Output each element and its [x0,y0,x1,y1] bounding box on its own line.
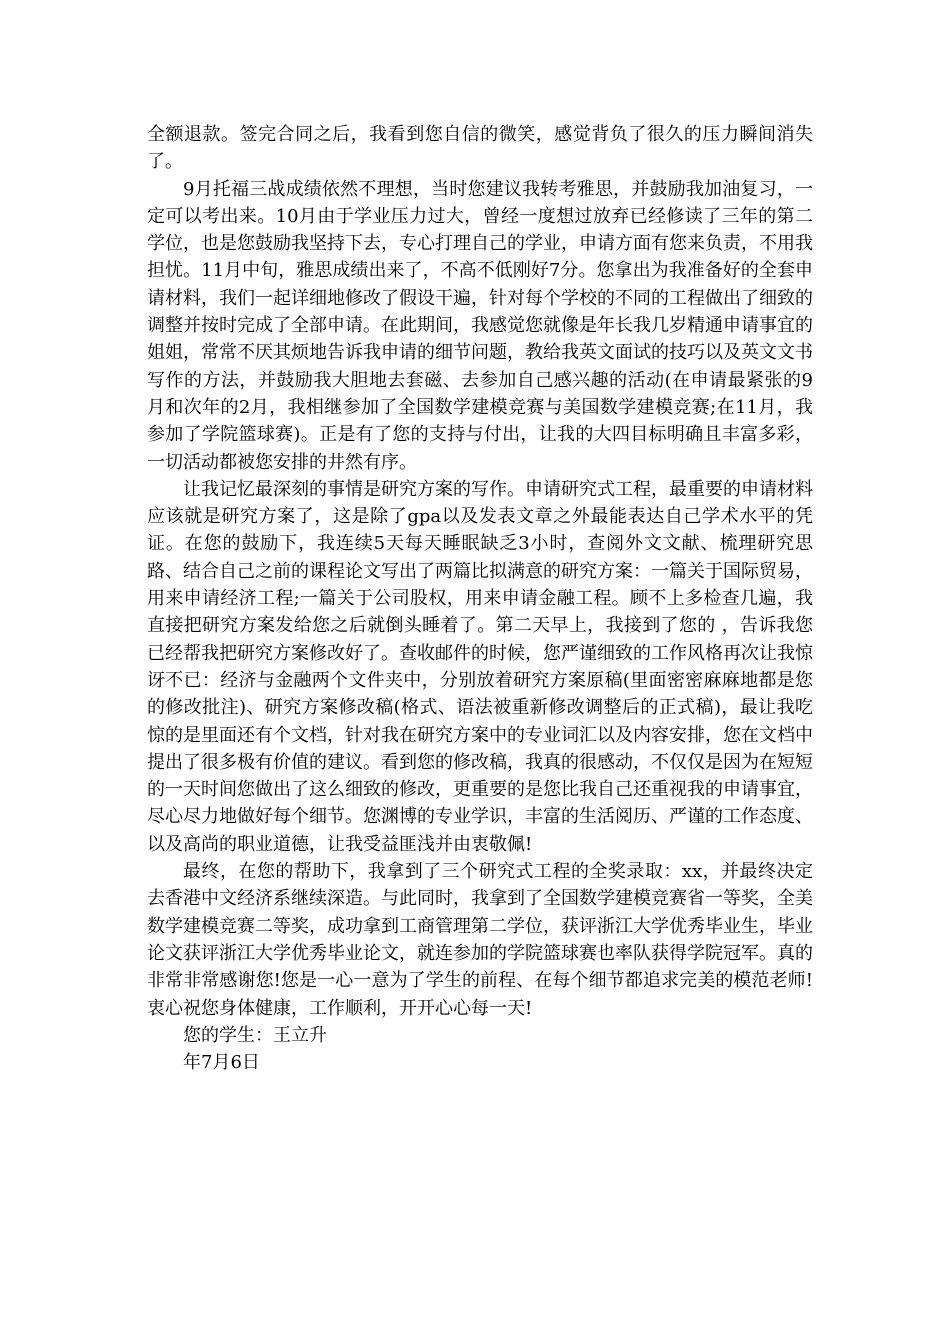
signature-line: 您的学生：王立升 [183,1024,327,1046]
date-line: 年7月6日 [183,1052,260,1074]
document-body [147,121,813,1076]
paragraph-application-process: 9月托福三战成绩依然不理想，当时您建议我转考雅思，并鼓励我加油复习，一定可以考出来。10月由于学业压力过大，曾经一度想过放弃已经修读了三年的第二学位，也是您鼓励我坚持下去，专心打理自己的学业，申请方面有您来负责，不用我担忧。11月中旬，雅思成绩出来了，不高不低刚好7分。您拿出为我准备好的全套申请材料，我们一起详细地修改了假设干遍，针对每个学校的不同的工程做出了细致的调整并按时完成了全部申请。在此期间，我感觉您就像是年长我几岁精通申请事宜的姐姐，常常不厌其烦地告诉我申请的细节问题，教给我英文面试的技巧以及英文文书写作的方法，并鼓励我大胆地去套磁、去参加自己感兴趣的活动(在申请最紧张的9月和次年的2月，我相继参加了全国数学建模竞赛与美国数学建模竞赛;在11月，我参加了学院篮球赛)。正是有了您的支持与付出，让我的大四目标明确且丰富多彩，一切活动都被您安排的井然有序。 [147,178,813,473]
paragraph-research-proposal: 让我记忆最深刻的事情是研究方案的写作。申请研究式工程，最重要的申请材料应该就是研究方案了，这是除了gpa以及发表文章之外最能表达自己学术水平的凭证。在您的鼓励下，我连续5天每天睡眠缺乏3小时，查阅外文文献、梳理研究思路、结合自己之前的课程论文写出了两篇比拟满意的研究方案：一篇关于国际贸易，用来申请经济工程;一篇关于公司股权，用来申请金融工程。顾不上多检查几遍，我直接把研究方案发给您之后就倒头睡着了。第二天早上，我接到了您的 ，告诉我您已经帮我把研究方案修改好了。查收邮件的时候，您严谨细致的工作风格再次让我惊讶不已：经济与金融两个文件夹中，分别放着研究方案原稿(里面密密麻麻地都是您的修改批注)、研究方案修改稿(格式、语法被重新修改调整后的正式稿)，最让我吃惊的是里面还有个文档，针对我在研究方案中的专业词汇以及内容安排，您在文档中提出了很多极有价值的建议。看到您的修改稿，我真的很感动，不仅仅是因为在短短的一天时间您做出了这么细致的修改，更重要的是您比我自己还重视我的申请事宜，尽心尽力地做好每个细节。您渊博的专业学识，丰富的生活阅历、严谨的工作态度、以及高尚的职业道德，让我受益匪浅并由衷敬佩! [147,478,813,855]
paragraph-results-thanks: 最终，在您的帮助下，我拿到了三个研究式工程的全奖录取：xx，并最终决定去香港中文经济系继续深造。与此同时，我拿到了全国数学建模竞赛省一等奖，全美数学建模竞赛二等奖，成功拿到工商管理第二学位，获评浙江大学优秀毕业生，毕业论文获评浙江大学优秀毕业论文，就连参加的学院篮球赛也率队获得学院冠军。真的非常非常感谢您!您是一心一意为了学生的前程、在每个细节都追求完美的模范老师!衷心祝您身体健康，工作顺利，开开心心每一天! [147,861,813,1019]
paragraph-refund: 全额退款。签完合同之后，我看到您自信的微笑，感觉背负了很久的压力瞬间消失了。 [147,124,813,173]
